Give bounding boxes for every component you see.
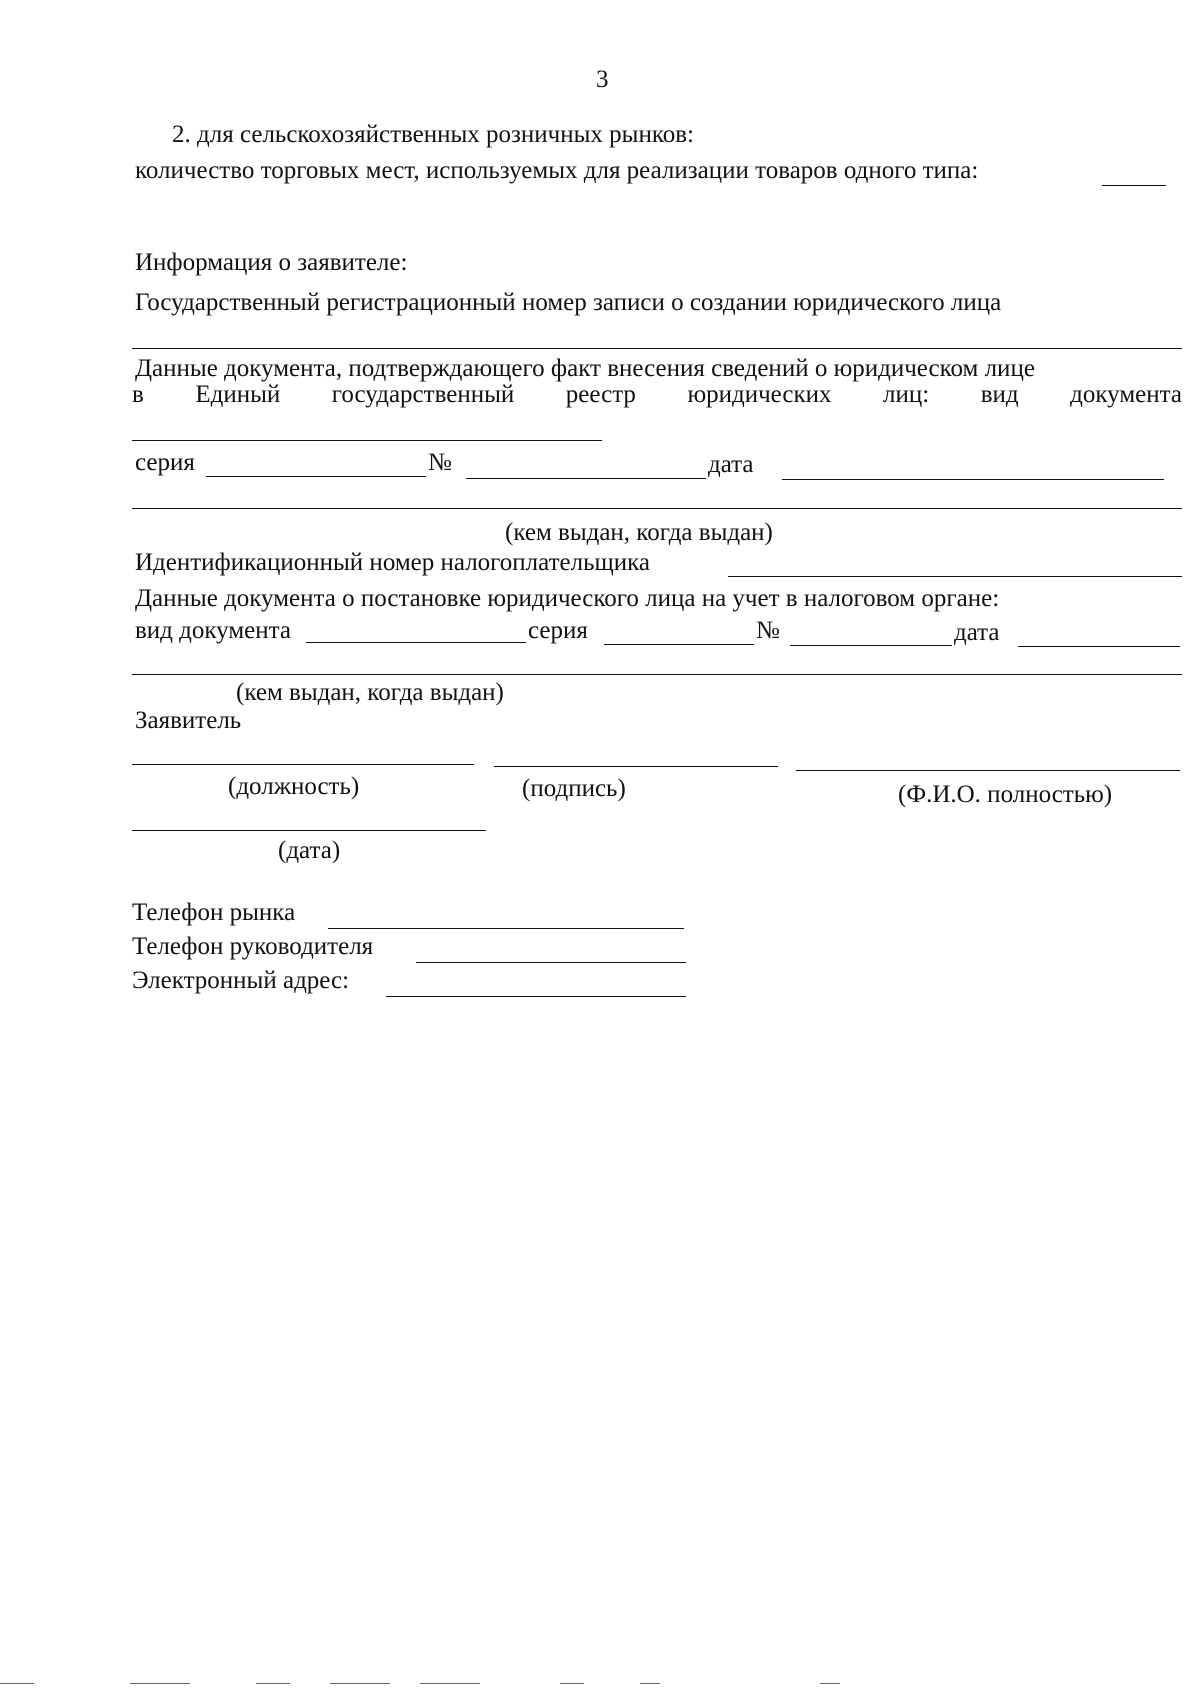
scan-artifact (640, 1683, 660, 1684)
egrul-word: реестр (565, 381, 636, 408)
signature-date-field-line[interactable] (132, 830, 486, 831)
inn-label: Идентификационный номер налогоплательщика (135, 549, 651, 576)
doc-type-label: вид документа (135, 617, 291, 644)
doc-type-field-line[interactable] (306, 642, 526, 643)
signature-field-line[interactable] (494, 766, 778, 767)
ogrn-field-line[interactable] (132, 348, 1182, 349)
position-caption: (должность) (228, 773, 360, 800)
egrul-word: вид (980, 381, 1019, 408)
scan-artifact (560, 1683, 584, 1684)
trade-places-field-line[interactable] (1102, 185, 1166, 186)
signature-date-caption: (дата) (278, 837, 341, 864)
egrul-word: юридических (687, 381, 832, 408)
fio-caption: (Ф.И.О. полностью) (898, 781, 1113, 808)
applicant-label: Заявитель (135, 707, 242, 734)
scan-artifact (820, 1683, 840, 1684)
series-field-line[interactable] (206, 476, 426, 477)
ogrn-label: Государственный регистрационный номер записи о создании юридического лица (135, 289, 1002, 316)
number-label: № (428, 449, 452, 476)
date-field-line[interactable] (782, 479, 1164, 480)
applicant-heading: Информация о заявителе: (135, 249, 408, 276)
manager-phone-label: Телефон руководителя (132, 933, 374, 960)
market-phone-field-line[interactable] (328, 928, 684, 929)
egrul-doc-label-line1: Данные документа, подтверждающего факт внесения сведений о юридическом лице (135, 355, 1035, 382)
series-field-line-2[interactable] (604, 644, 754, 645)
issued-by-field-line-2[interactable] (132, 674, 1182, 675)
number-field-line-2[interactable] (790, 645, 952, 646)
egrul-word: в (132, 381, 144, 408)
section-2-heading: 2. для сельскохозяйственных розничных рынков: (172, 121, 694, 148)
tax-doc-heading: Данные документа о постановке юридического лица на учет в налоговом органе: (135, 585, 1000, 612)
series-label-2: серия (528, 617, 588, 644)
egrul-word: документа (1070, 381, 1182, 408)
number-field-line[interactable] (466, 478, 706, 479)
trade-places-label: количество торговых мест, используемых для реализации товаров одного типа: (135, 157, 979, 184)
page-number: 3 (596, 66, 609, 93)
email-label: Электронный адрес: (132, 967, 350, 994)
date-label: дата (708, 451, 754, 478)
fio-field-line[interactable] (796, 770, 1180, 771)
issued-by-caption: (кем выдан, когда выдан) (505, 519, 773, 546)
market-phone-label: Телефон рынка (132, 899, 296, 926)
scan-artifact (330, 1683, 390, 1684)
scan-artifact (256, 1683, 290, 1684)
email-field-line[interactable] (386, 996, 686, 997)
inn-field-line[interactable] (728, 576, 1182, 577)
egrul-word: лиц: (883, 381, 930, 408)
signature-caption: (подпись) (522, 775, 626, 802)
manager-phone-field-line[interactable] (416, 962, 686, 963)
scan-artifact (420, 1683, 480, 1684)
date-label-2: дата (954, 619, 1000, 646)
scan-artifact (0, 1683, 34, 1684)
egrul-word: Единый (195, 381, 281, 408)
position-field-line[interactable] (132, 764, 474, 765)
egrul-doc-label-line2 (132, 380, 1182, 410)
issued-by-field-line[interactable] (132, 508, 1182, 509)
issued-by-caption-2: (кем выдан, когда выдан) (236, 679, 504, 706)
scan-artifact (130, 1683, 190, 1684)
series-label: серия (135, 449, 195, 476)
date-field-line-2[interactable] (1018, 646, 1180, 647)
egrul-doc-type-field-line[interactable] (132, 440, 602, 441)
egrul-word: государственный (331, 381, 515, 408)
number-label-2: № (756, 617, 780, 644)
